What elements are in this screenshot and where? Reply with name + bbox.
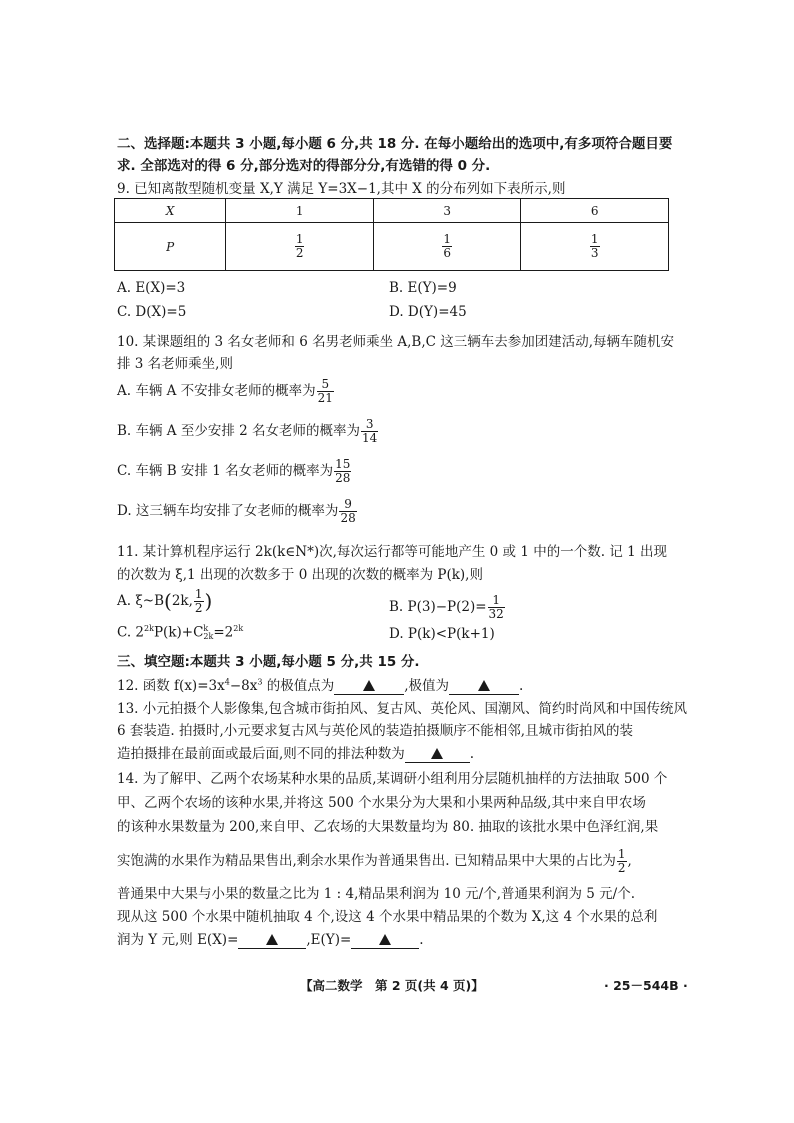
q14-line1: 14. 为了解甲、乙两个农场某种水果的品质,某调研小组利用分层随机抽样的方法抽取 500 个 [117,771,668,787]
q13-line1: 13. 小元拍摄个人影像集,包含城市街拍风、复古风、英伦风、国潮风、简约时尚风和中国传统风 [117,701,688,717]
q14-line4: 实饱满的水果作为精品果售出,剩余水果作为普通果售出. 已知精品果中大果的占比为 $\frac{1}{2}$ , [117,847,632,875]
table-cell-x1: 1 [226,199,374,223]
table-header-x: X [115,199,226,223]
triangle-icon [363,680,375,691]
section3-heading: 三、填空题:本题共 3 小题,每小题 5 分,共 15 分. [117,654,420,670]
q13-line2: 6 套装造. 拍摄时,小元要求复古风与英伦风的装造拍摄顺序不能相邻,且城市街拍风的装 [117,723,634,739]
q14-line2: 甲、乙两个农场的该种水果,并将这 500 个水果分为大果和小果两种品级,其中来自甲农场 [117,795,646,811]
q9-option-c: C. D(X)=5 [117,304,187,320]
section2-heading-line2: 求. 全部选对的得 6 分,部分选对的得部分分,有选错的得 0 分. [117,158,491,174]
table-cell-p1: $\frac{1}{2}$ [226,223,374,271]
q12-text: 12. 函数 $f(x)=3x^4-8x^3$ 的极值点为 ,极值为 . [117,677,524,694]
q10-option-a: A. 车辆 A 不安排女老师的概率为 $\frac{5}{21}$ [117,377,333,405]
triangle-icon [379,934,391,945]
triangle-icon [266,934,278,945]
page-footer-center: 【高二数学 第 2 页(共 4 页)】 [300,978,484,993]
q11-stem-line2: 的次数为 ξ,1 出现的次数多于 0 出现的次数的概率为 P(k),则 [117,567,483,583]
q13-answer-blank[interactable] [405,746,470,763]
q11-option-a: A. ξ~B(2k, $\frac{1}{2}$ ) [117,587,213,615]
triangle-icon [478,680,490,691]
page-footer-code: · 25－544B · [604,978,688,993]
table-cell-p2: $\frac{1}{6}$ [373,223,521,271]
table-cell-p3: $\frac{1}{3}$ [521,223,669,271]
q14-line7: 润为 Y 元,则 E(X)= ,E(Y)= . [117,932,424,948]
q14-line3: 的该种水果数量为 200,来自甲、乙农场的大果数量均为 80. 抽取的该批水果中色泽红润,果 [117,819,659,835]
q12-answer-blank-2[interactable] [449,678,519,695]
q9-option-a: A. E(X)=3 [117,280,186,296]
q11-option-c: C. $2^{2k}P(k)+C$ k 2k $=2^{2k}$ [117,624,244,641]
q14-answer-blank-ex[interactable] [238,932,306,949]
q9-stem: 9. 已知离散型随机变量 X,Y 满足 Y=3X−1,其中 X 的分布列如下表所示,则 [117,181,566,197]
table-cell-x3: 6 [521,199,669,223]
q10-option-d: D. 这三辆车均安排了女老师的概率为 $\frac{9}{28}$ [117,497,356,525]
table-cell-x2: 3 [373,199,521,223]
q12-answer-blank-1[interactable] [334,678,404,695]
q14-line5: 普通果中大果与小果的数量之比为 1 : 4,精品果利润为 10 元/个,普通果利润为 5 元/个. [117,886,636,902]
q11-option-d: D. P(k)<P(k+1) [389,626,495,642]
q10-option-b: B. 车辆 A 至少安排 2 名女老师的概率为 $\frac{3}{14}$ [117,417,378,445]
q10-option-c: C. 车辆 B 安排 1 名女老师的概率为 $\frac{15}{28}$ [117,457,351,485]
section2-heading-line1: 二、选择题:本题共 3 小题,每小题 6 分,共 18 分. 在每小题给出的选项中,有多项符合题目要 [117,136,673,152]
q10-stem-line1: 10. 某课题组的 3 名女老师和 6 名男老师乘坐 A,B,C 这三辆车去参加团建活动,每辆车随机安 [117,334,675,350]
q9-distribution-table [114,198,669,271]
q9-option-d: D. D(Y)=45 [389,304,467,320]
q9-option-b: B. E(Y)=9 [389,280,457,296]
triangle-icon [431,748,443,759]
q11-option-b: B. P(3)−P(2)= $\frac{1}{32}$ [389,593,504,621]
q13-line3: 造拍摄排在最前面或最后面,则不同的排法种数为 . [117,746,475,762]
q14-line6: 现从这 500 个水果中随机抽取 4 个,设这 4 个水果中精品果的个数为 X,这 4 个水果的总利 [117,909,658,925]
q10-stem-line2: 排 3 名老师乘坐,则 [117,356,233,372]
q14-answer-blank-ey[interactable] [351,932,419,949]
q11-stem-line1: 11. 某计算机程序运行 2k(k∈N*)次,每次运行都等可能地产生 0 或 1 中的一个数. 记 1 出现 [117,544,667,560]
table-header-p: P [115,223,226,271]
